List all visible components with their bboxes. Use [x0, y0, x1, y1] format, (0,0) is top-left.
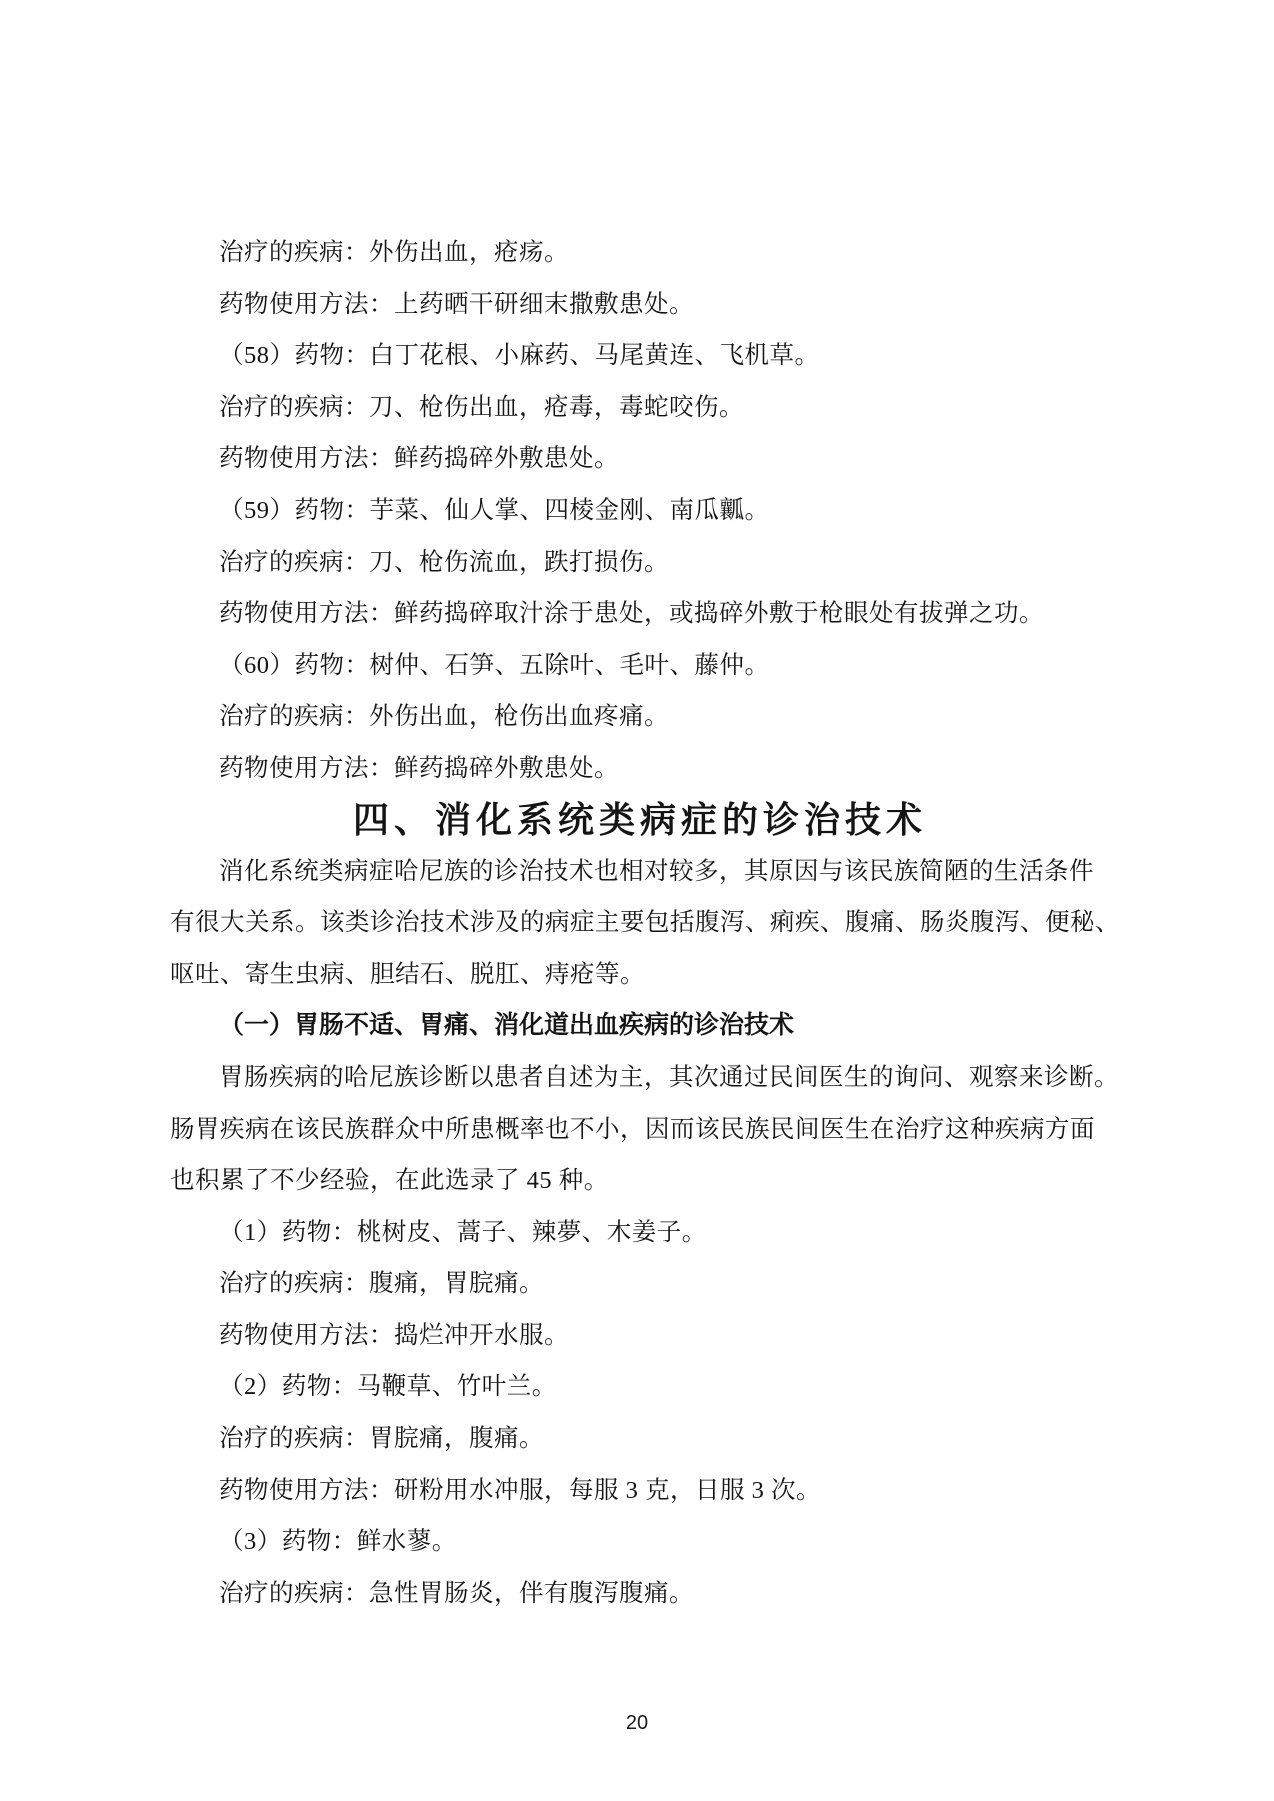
text-line: （59）药物：芋菜、仙人掌、四棱金刚、南瓜瓤。 [219, 496, 770, 524]
subsection-intro-paragraph [170, 1052, 1119, 1207]
text-line: （1）药物：桃树皮、蒿子、辣夢、木姜子。 [219, 1218, 707, 1246]
text-line: 药物使用方法：研粉用水冲服，每服 3 克，日服 3 次。 [219, 1476, 821, 1504]
text-line: （2）药物：马鞭草、竹叶兰。 [219, 1373, 557, 1401]
text-line: 呕吐、寄生虫病、胆结石、脱肛、痔疮等。 [170, 960, 645, 988]
text-line: 药物使用方法：上药晒干研细末撒敷患处。 [219, 290, 694, 318]
text-line: 治疗的疾病：急性胃肠炎，伴有腹泻腹痛。 [219, 1579, 694, 1607]
text-line: 药物使用方法：捣烂冲开水服。 [219, 1321, 569, 1349]
text-line: 也积累了不少经验，在此选录了 45 种。 [170, 1167, 609, 1195]
text-line: （60）药物：树仲、石笋、五除叶、毛叶、藤仲。 [219, 651, 770, 679]
page-number: 20 [625, 1712, 649, 1734]
entry-lines [170, 1207, 1110, 1620]
text-line: 肠胃疾病在该民族群众中所患概率也不小，因而该民族民间医生在治疗这种疾病方面 [170, 1115, 1095, 1143]
section-intro-paragraph [170, 846, 1120, 1001]
section-heading: 四、消化系统类病症的诊治技术 [352, 799, 927, 840]
text-line: （3）药物：鲜水蓼。 [219, 1528, 457, 1556]
text-line: 治疗的疾病：刀、枪伤出血，疮毒，毒蛇咬伤。 [219, 393, 744, 421]
text-line: 治疗的疾病：外伤出血，疮疡。 [219, 239, 569, 266]
text-line: 治疗的疾病：刀、枪伤流血，跌打损伤。 [219, 548, 669, 576]
text-line: 消化系统类病症哈尼族的诊治技术也相对较多，其原因与该民族简陋的生活条件 [219, 857, 1094, 885]
text-line: 有很大关系。该类诊治技术涉及的病症主要包括腹泻、痢疾、腹痛、肠炎腹泻、便秘、 [170, 909, 1120, 937]
text-line: 胃肠疾病的哈尼族诊断以患者自述为主，其次通过民间医生的询问、观察来诊断。 [219, 1063, 1119, 1091]
subsection-heading: （一）胃肠不适、胃痛、消化道出血疾病的诊治技术 [219, 1011, 795, 1040]
text-line: 治疗的疾病：外伤出血，枪伤出血疼痛。 [219, 703, 669, 731]
page-content [170, 227, 1120, 1619]
text-line: 药物使用方法：鲜药捣碎外敷患处。 [219, 445, 619, 473]
text-line: （58）药物：白丁花根、小麻药、马尾黄连、飞机草。 [219, 342, 820, 370]
text-line: 治疗的疾病：胃脘痛，腹痛。 [219, 1425, 544, 1453]
text-line: 药物使用方法：鲜药捣碎取汁涂于患处，或捣碎外敷于枪眼处有拔弹之功。 [219, 600, 1044, 628]
pre-section-lines [170, 227, 1110, 795]
text-line: 治疗的疾病：腹痛，胃脘痛。 [219, 1270, 544, 1298]
text-line: 药物使用方法：鲜药捣碎外敷患处。 [219, 754, 619, 782]
